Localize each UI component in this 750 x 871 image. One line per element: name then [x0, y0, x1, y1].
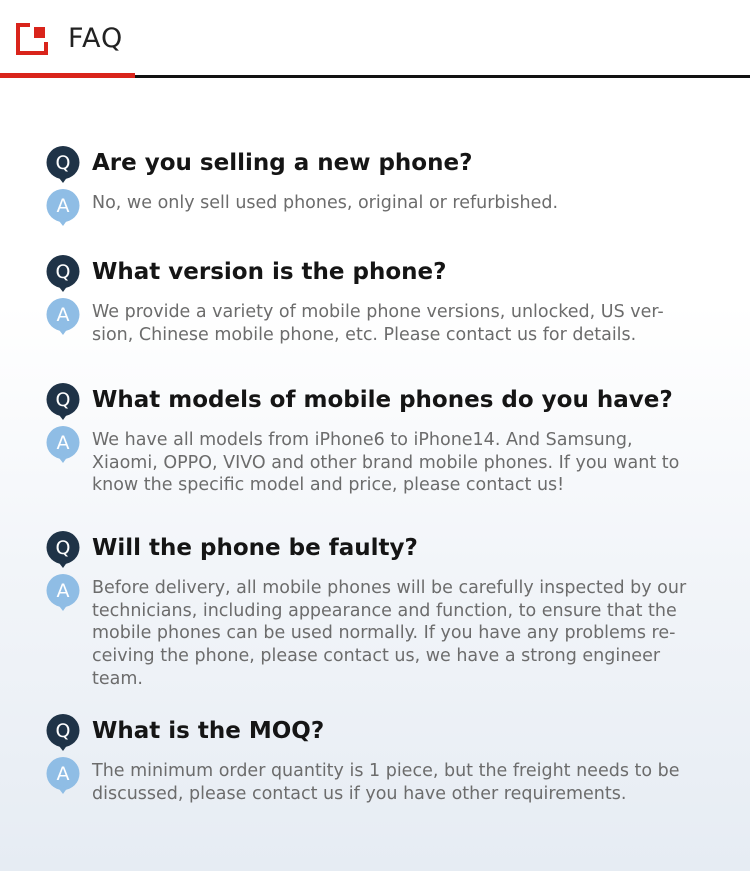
question-row: [46, 383, 726, 417]
svg-text:A: A: [56, 432, 70, 454]
question-row: [46, 714, 726, 748]
faq-item: [46, 146, 726, 215]
question-text: Will the phone be faulty?: [92, 535, 418, 561]
question-row: [46, 255, 726, 289]
answer-badge-icon: [46, 189, 80, 227]
answer-row: [46, 760, 726, 805]
svg-text:Q: Q: [55, 152, 71, 174]
question-text: What models of mobile phones do you have?: [92, 387, 673, 413]
page-title: FAQ: [68, 23, 124, 54]
answer-text: We have all models from iPhone6 to iPhone14. And Samsung, Xiaomi, OPPO, VIVO and other brand mobile phones. If you want to know the specific model and price, please contact us!: [92, 430, 680, 496]
answer-text: No, we only sell used phones, original or refurbished.: [92, 193, 559, 213]
answer-badge-icon: [46, 426, 80, 464]
answer-badge-icon: [46, 757, 80, 795]
question-row: [46, 531, 726, 565]
question-text: What is the MOQ?: [92, 718, 325, 744]
faq-logo-icon: [15, 22, 49, 56]
header-rule-accent: [0, 73, 135, 78]
answer-text: Before delivery, all mobile phones will be carefully inspected by our technicians, including appearance and function, to ensure that the mobile phones can be used normally. If you have any problems re- ceiving the phone, please contact us, we have a strong engineer team.: [92, 578, 687, 689]
svg-text:Q: Q: [55, 537, 71, 559]
faq-item: [46, 531, 726, 691]
question-row: [46, 146, 726, 180]
question-text: Are you selling a new phone?: [92, 150, 473, 176]
answer-badge-icon: [46, 574, 80, 612]
answer-row: [46, 429, 726, 497]
answer-text: The minimum order quantity is 1 piece, but the freight needs to be discussed, please contact us if you have other requirements.: [92, 761, 680, 804]
question-badge-icon: [46, 714, 80, 752]
answer-text: We provide a variety of mobile phone versions, unlocked, US ver- sion, Chinese mobile phone, etc. Please contact us for details.: [92, 302, 664, 345]
answer-row: [46, 577, 726, 691]
svg-text:A: A: [56, 304, 70, 326]
svg-text:Q: Q: [55, 261, 71, 283]
question-badge-icon: [46, 531, 80, 569]
svg-text:A: A: [56, 763, 70, 785]
question-badge-icon: [46, 146, 80, 184]
faq-item: [46, 383, 726, 497]
answer-row: [46, 301, 726, 346]
svg-text:Q: Q: [55, 389, 71, 411]
question-badge-icon: [46, 383, 80, 421]
page-header: [0, 0, 750, 82]
question-text: What version is the phone?: [92, 259, 447, 285]
question-badge-icon: [46, 255, 80, 293]
svg-text:Q: Q: [55, 720, 71, 742]
answer-badge-icon: [46, 298, 80, 336]
faq-item: [46, 714, 726, 805]
answer-row: [46, 192, 726, 215]
faq-item: [46, 255, 726, 346]
svg-text:A: A: [56, 195, 70, 217]
header-rule: [135, 75, 750, 78]
svg-text:A: A: [56, 580, 70, 602]
